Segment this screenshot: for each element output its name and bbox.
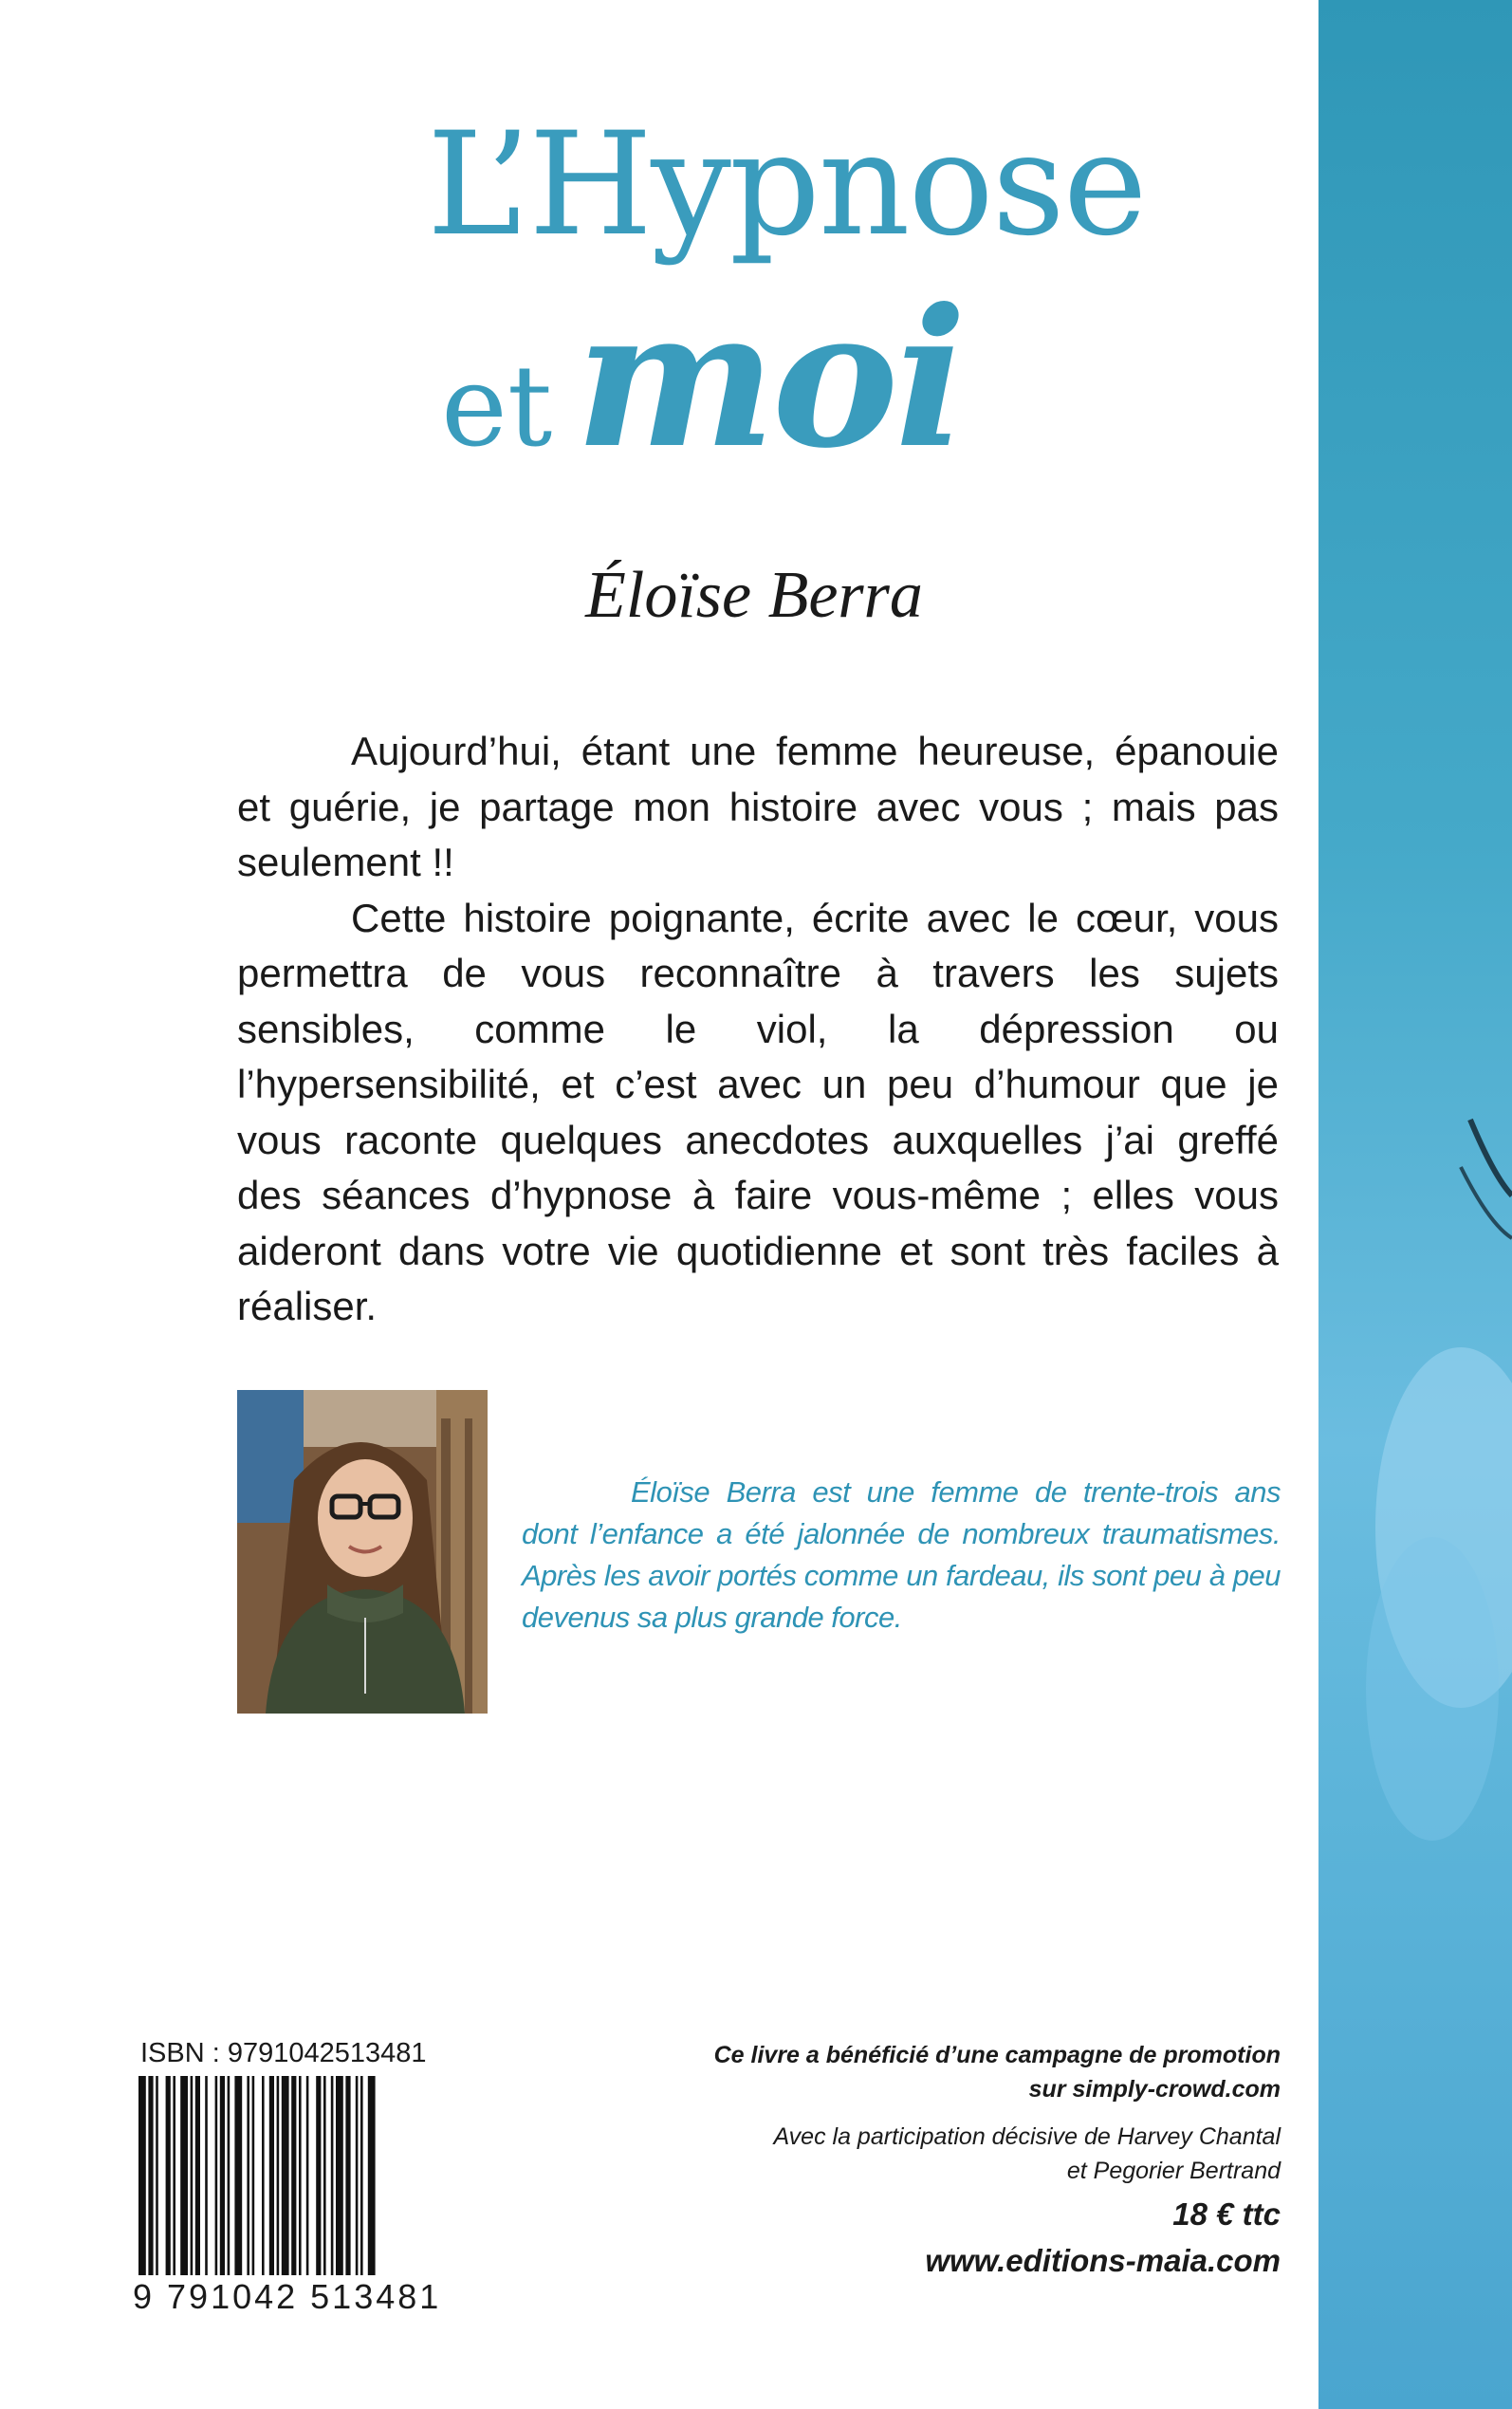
barcode bbox=[137, 2076, 440, 2275]
promo-line-3: Avec la participation décisive de Harvey Chantal bbox=[773, 2123, 1281, 2150]
barcode-bar bbox=[247, 2076, 249, 2275]
back-cover-blurb bbox=[237, 724, 1279, 1335]
barcode-bar bbox=[323, 2076, 326, 2275]
barcode-bar bbox=[234, 2076, 242, 2275]
barcode-bar bbox=[299, 2076, 302, 2275]
barcode-bar bbox=[138, 2076, 146, 2275]
book-title-moi: moi bbox=[575, 268, 964, 491]
author-bio bbox=[522, 1472, 1281, 1639]
author-name: Éloïse Berra bbox=[585, 559, 923, 632]
cover-spine-image bbox=[1318, 0, 1512, 2409]
barcode-bar bbox=[345, 2076, 350, 2275]
publisher-website: www.editions-maia.com bbox=[925, 2243, 1281, 2278]
author-bio-text: Éloïse Berra est une femme de trente-trois ans dont l’enfance a été jalonnée de nombreux traumatismes. Après les avoir portés comme un fardeau, ils sont peu à peu devenus sa plus grande force. bbox=[522, 1475, 1281, 1634]
author-photo bbox=[237, 1390, 488, 1714]
barcode-bar bbox=[306, 2076, 309, 2275]
isbn-label: ISBN : 9791042513481 bbox=[140, 2038, 427, 2068]
barcode-bar bbox=[252, 2076, 255, 2275]
book-title-line1: L’Hypnose bbox=[427, 102, 1146, 268]
barcode-bar bbox=[277, 2076, 280, 2275]
barcode-bar bbox=[360, 2076, 363, 2275]
barcode-bar bbox=[368, 2076, 376, 2275]
barcode-bar bbox=[195, 2076, 200, 2275]
barcode-bar bbox=[336, 2076, 343, 2275]
promo-line-4: et Pegorier Bertrand bbox=[1066, 2158, 1281, 2184]
promo-line-2: sur simply-crowd.com bbox=[1028, 2076, 1281, 2103]
blurb-paragraph: Aujourd’hui, étant une femme heureuse, épanouie et guérie, je partage mon histoire avec vous ; mais pas seulement !! bbox=[237, 729, 1279, 884]
barcode-bar bbox=[215, 2076, 218, 2275]
barcode-bar bbox=[291, 2076, 296, 2275]
barcode-bar bbox=[262, 2076, 265, 2275]
promo-line-1: Ce livre a bénéficié d’une campagne de promotion bbox=[713, 2042, 1281, 2068]
barcode-bar bbox=[331, 2076, 334, 2275]
barcode-bar bbox=[173, 2076, 175, 2275]
book-title-et: et bbox=[441, 341, 553, 472]
barcode-bar bbox=[148, 2076, 153, 2275]
barcode-bar bbox=[180, 2076, 188, 2275]
barcode-bar bbox=[356, 2076, 359, 2275]
blurb-paragraph: Cette histoire poignante, écrite avec le cœur, vous permettra de vous reconnaître à travers les sujets sensibles, comme le viol, la dépression ou l’hypersensibilité, et c’est avec un peu d’humour que je vous raconte quelques anecdotes auxquelles j’ai greffé des séances d’hypnose à faire vous-même ; elles vous aideront dans votre vie quotidienne et sont très faciles à réaliser. bbox=[237, 895, 1279, 1328]
barcode-bar bbox=[316, 2076, 321, 2275]
barcode-bar bbox=[220, 2076, 225, 2275]
barcode-bar bbox=[191, 2076, 194, 2275]
barcode-bar bbox=[205, 2076, 208, 2275]
barcode-digits: 9 791042 513481 bbox=[133, 2277, 442, 2316]
barcode-bar bbox=[166, 2076, 171, 2275]
barcode-bar bbox=[269, 2076, 274, 2275]
promo-credits bbox=[714, 2038, 1281, 2188]
book-title-line2 bbox=[441, 268, 964, 491]
price: 18 € ttc bbox=[1172, 2196, 1281, 2232]
barcode-bar bbox=[282, 2076, 289, 2275]
barcode-bar bbox=[228, 2076, 230, 2275]
barcode-bar bbox=[156, 2076, 158, 2275]
